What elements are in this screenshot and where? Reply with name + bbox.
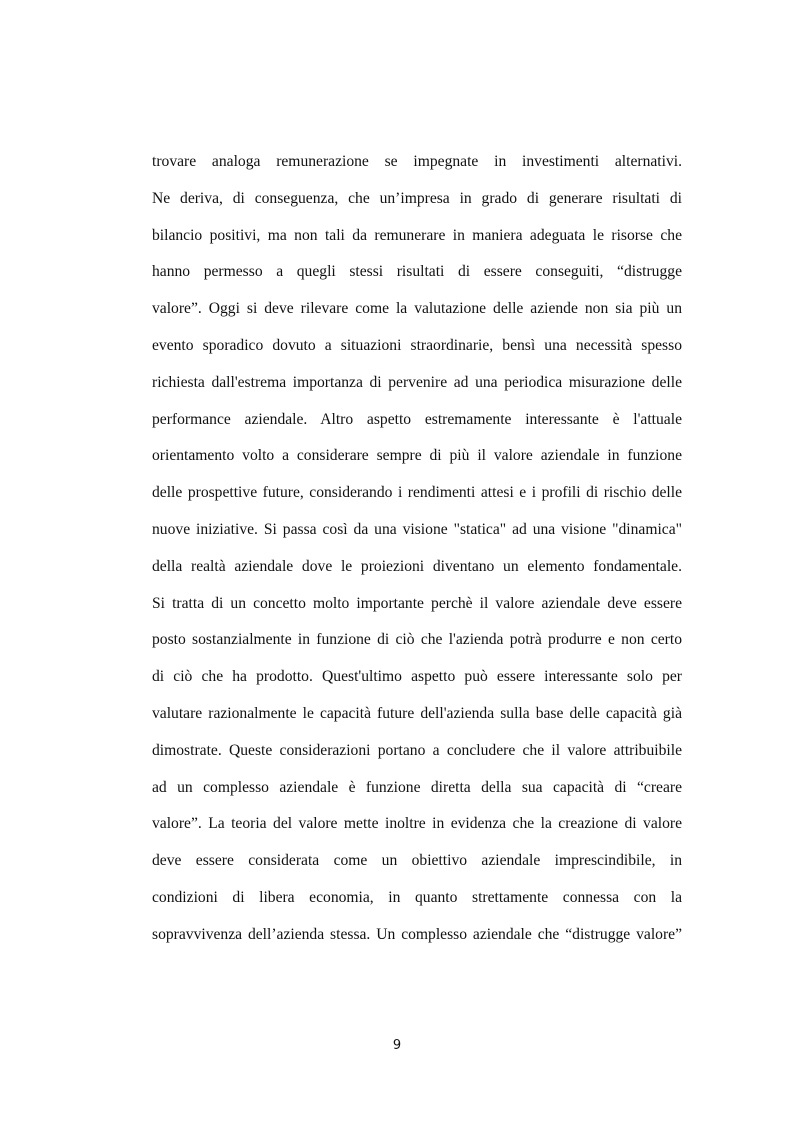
text-line: Si tratta di un concetto molto importante perchè il valore aziendale deve essere [152, 594, 682, 612]
page-number: 9 [392, 1038, 402, 1053]
text-line: performance aziendale. Altro aspetto estremamente interessante è l'attuale [152, 410, 682, 428]
text-line: trovare analoga remunerazione se impegnate in investimenti alternativi. [152, 153, 682, 170]
text-line: richiesta dall'estrema importanza di pervenire ad una periodica misurazione delle [152, 373, 682, 391]
text-line: Ne deriva, di conseguenza, che un’impresa in grado di generare risultati di [152, 189, 682, 207]
text-line: evento sporadico dovuto a situazioni straordinarie, bensì una necessità spesso [152, 336, 682, 354]
text-line: valutare razionalmente le capacità future dell'azienda sulla base delle capacità già [152, 704, 682, 722]
text-line: della realtà aziendale dove le proiezioni diventano un elemento fondamentale. [152, 557, 682, 575]
text-line: posto sostanzialmente in funzione di ciò che l'azienda potrà produrre e non certo [152, 631, 682, 649]
text-line: di ciò che ha prodotto. Quest'ultimo aspetto può essere interessante solo per [152, 668, 682, 686]
text-line: orientamento volto a considerare sempre di più il valore aziendale in funzione [152, 447, 682, 465]
text-line: deve essere considerata come un obiettivo aziendale imprescindibile, in [152, 852, 682, 870]
text-line: condizioni di libera economia, in quanto strettamente connessa con la [152, 888, 682, 906]
text-line: dimostrate. Queste considerazioni portano a concludere che il valore attribuibile [152, 741, 682, 759]
text-line: ad un complesso aziendale è funzione diretta della sua capacità di “creare [152, 778, 682, 796]
text-line: delle prospettive future, considerando i rendimenti attesi e i profili di rischio delle [152, 484, 682, 502]
text-line: nuove iniziative. Si passa così da una visione "statica" ad una visione "dinamica" [152, 520, 682, 538]
body-paragraph [152, 146, 682, 956]
text-line: valore”. Oggi si deve rilevare come la valutazione delle aziende non sia più un [152, 300, 682, 318]
text-line: hanno permesso a quegli stessi risultati di essere conseguiti, “distrugge [152, 263, 682, 281]
text-line: valore”. La teoria del valore mette inoltre in evidenza che la creazione di valore [152, 815, 682, 833]
text-line: sopravvivenza dell’azienda stessa. Un complesso aziendale che “distrugge valore” [152, 925, 682, 943]
text-line: bilancio positivi, ma non tali da remunerare in maniera adeguata le risorse che [152, 226, 682, 244]
